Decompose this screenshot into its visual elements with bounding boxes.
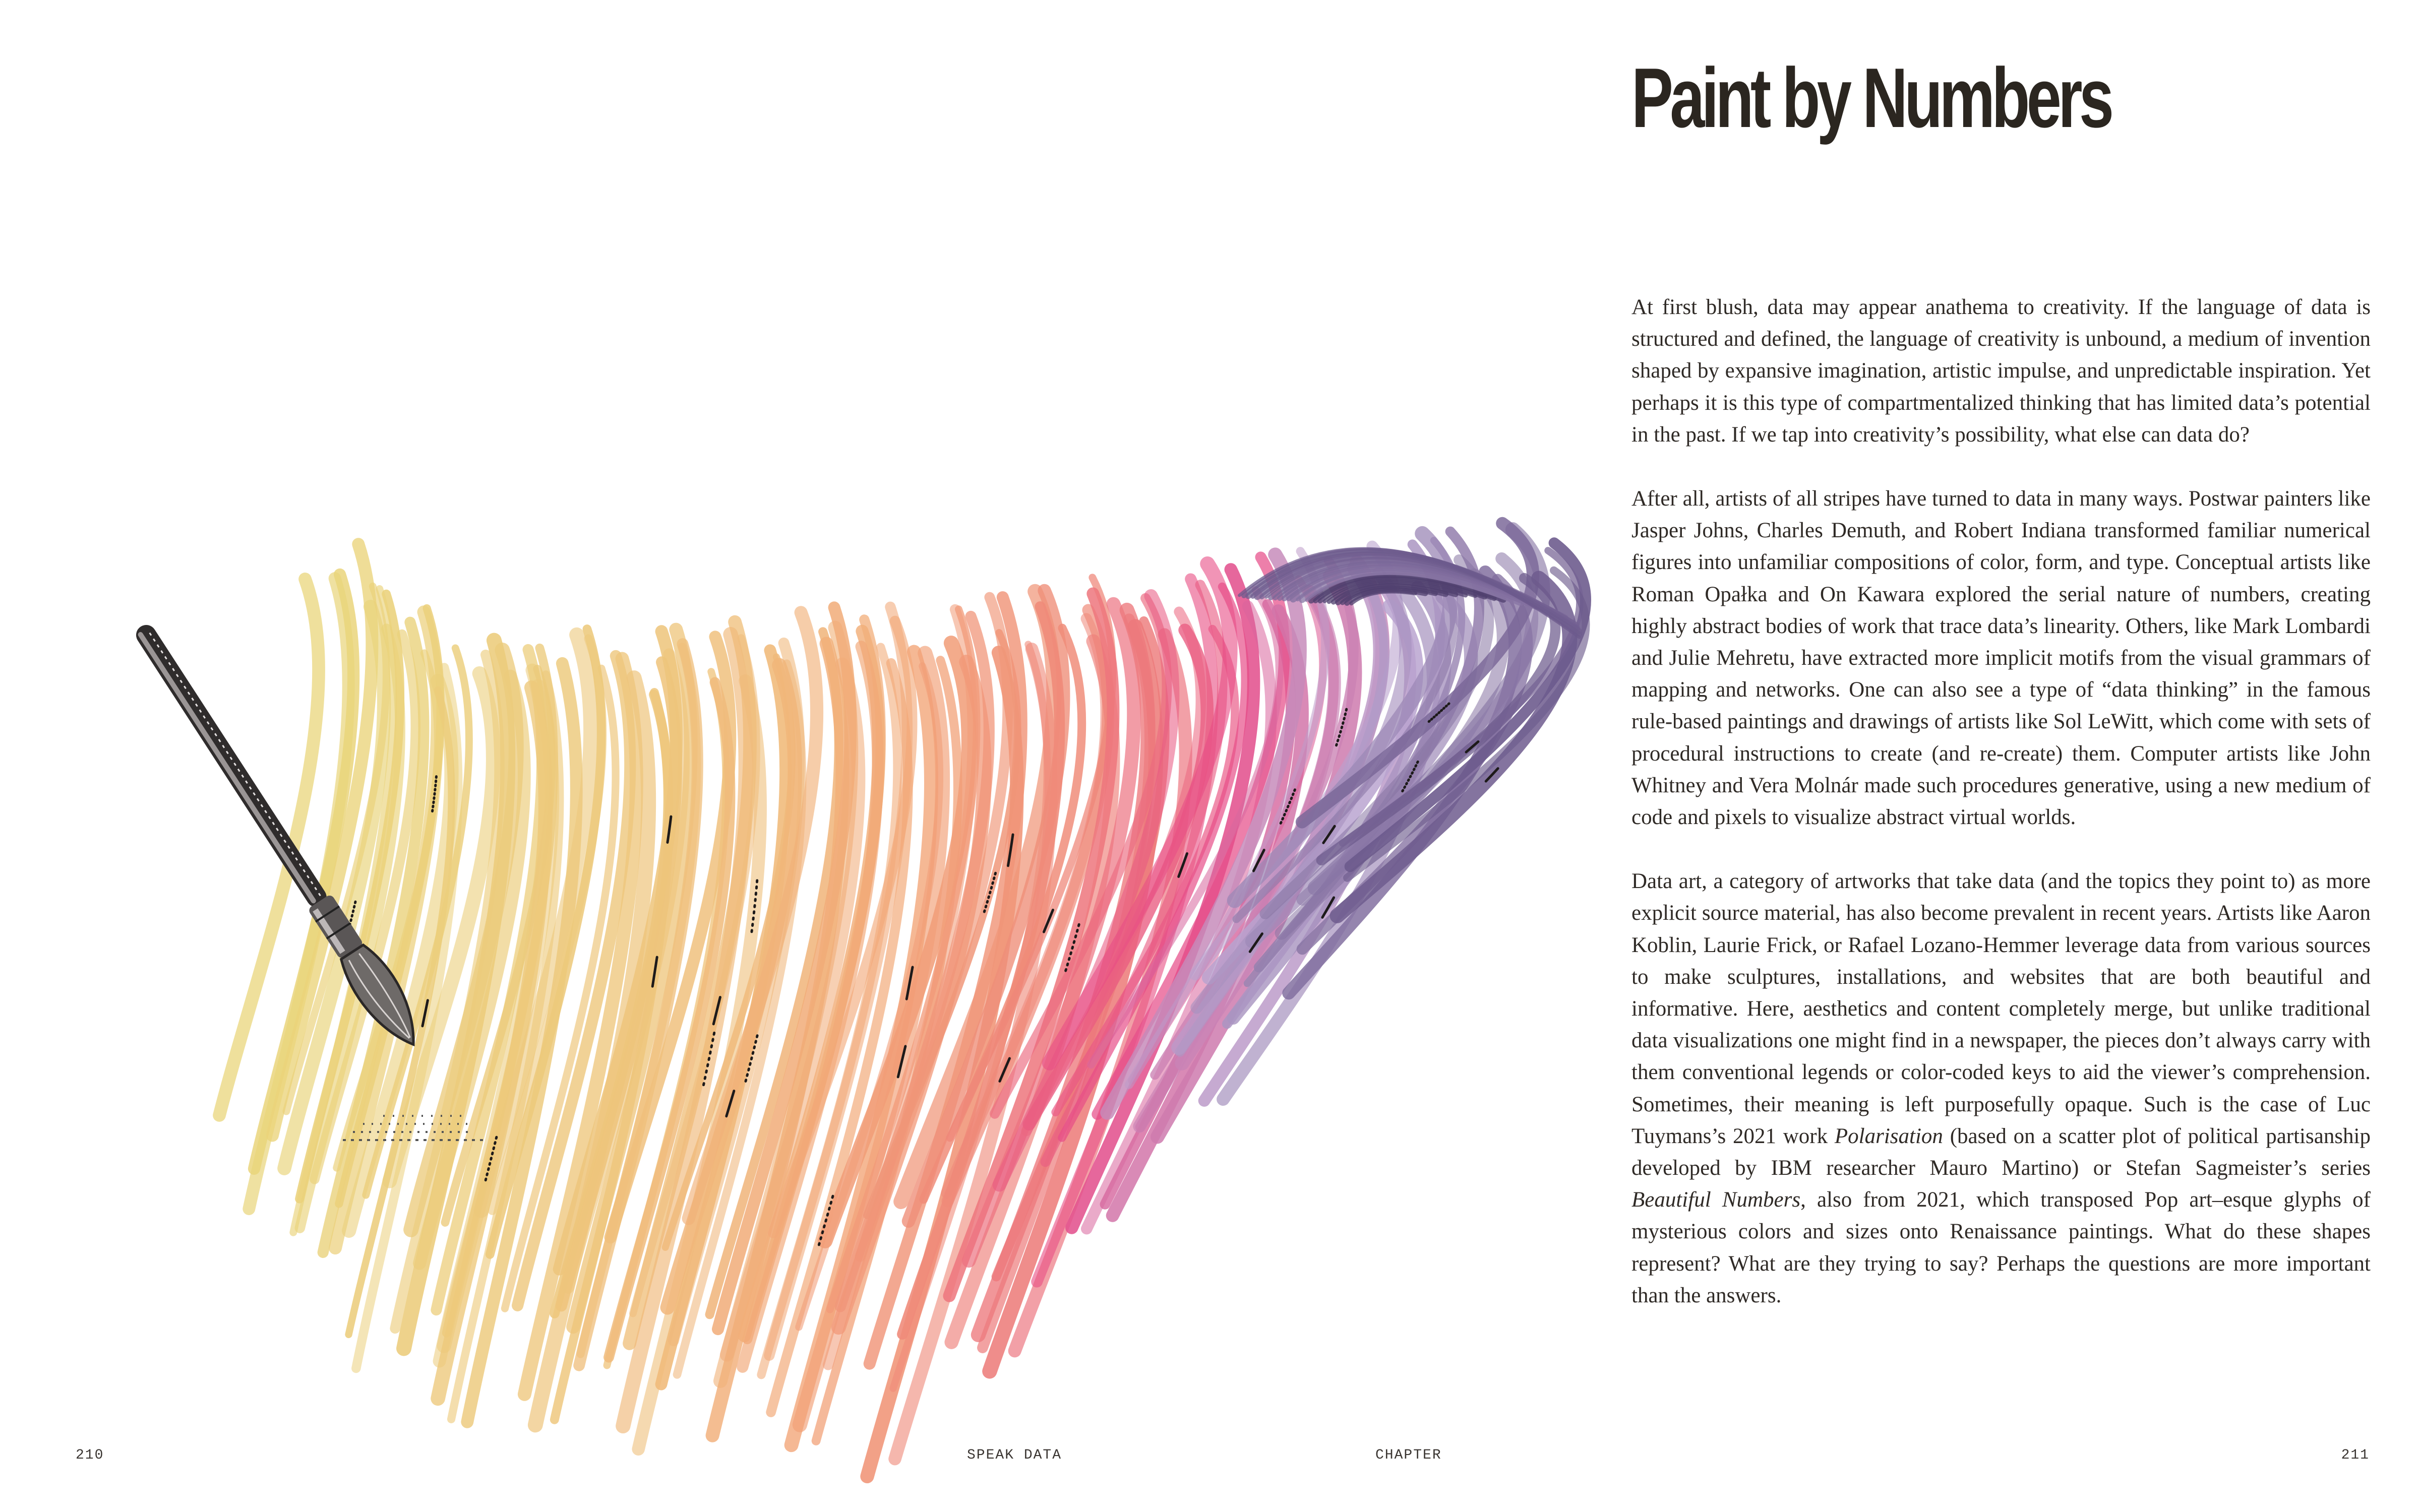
data-art-text-3: , also from 2021, which transposed Pop art–esque glyphs of mysterious colors and sizes onto Renaissance paintings. What do these shapes represent? What are they trying to say? Perhaps the questions are more important than the answers. [1631, 1188, 2371, 1307]
data-art-text-1: Data art, a category of artworks that take data (and the topics they point to) as more explicit source material, has also become prevalent in recent years. Artists like Aaron Koblin, Laurie Frick, or Rafael Lozano-Hemmer leverage data from various sources to make sculptures, installations, and websites that are both beautiful and informative. Here, aesthetics and content completely merge, but unlike traditional data visualizations one might find in a newspaper, the pieces don’t always carry with them conventional legends or color-coded keys to aid the viewer’s comprehension. Sometimes, their meaning is left purposefully opaque. Such is the case of Luc Tuymans’s 2021 work [1631, 869, 2371, 1148]
paragraph-intro: At first blush, data may appear anathema to creativity. If the language of data is structured and defined, the language of creativity is unbound, a medium of invention shaped by expansive imagination, artistic impulse, and unpredictable inspiration. Yet perhaps it is this type of compartmentalized thinking that has limited data’s potential in the past. If we tap into creativity’s possibility, what else can data do? [1631, 295, 2371, 447]
artwork-title-polarisation: Polarisation [1834, 1124, 1943, 1148]
article-body [1631, 291, 2371, 1344]
right-running-head: CHAPTER [1375, 1447, 1442, 1463]
data-art-text-2: (based on a scatter plot of political partisanship developed by IBM researcher Mauro Martino) or Stefan Sagmeister’s series [1631, 1124, 2371, 1180]
right-page-number: 211 [2341, 1447, 2370, 1463]
paint-strokes [219, 523, 1586, 1476]
page-title: Paint by Numbers [1631, 50, 2111, 145]
paragraph-artists: After all, artists of all stripes have turned to data in many ways. Postwar painters like Jasper Johns, Charles Demuth, and Robert Indiana transformed familiar numerical figures into unfamiliar compositions of color, form, and type. Conceptual artists like Roman Opałka and On Kawara explored the serial nature of numbers, creating highly abstract bodies of work that trace data’s linearity. Others, like Mark Lombardi and Julie Mehretu, have extracted more implicit motifs from the visual grammars of mapping and networks. One can also see a type of “data thinking” in the famous rule-based paintings and drawings of artists like Sol LeWitt, which come with sets of procedural instructions to create (and re-create) them. Computer artists like John Whitney and Vera Molnár made such procedures generative, using a new medium of code and pixels to visualize abstract virtual worlds. [1631, 487, 2371, 830]
left-page-number: 210 [76, 1447, 104, 1463]
artwork-title-beautiful-numbers: Beautiful Numbers [1631, 1188, 1801, 1212]
left-running-head: SPEAK DATA [967, 1447, 1062, 1463]
paragraph-data-art [1631, 865, 2371, 1311]
